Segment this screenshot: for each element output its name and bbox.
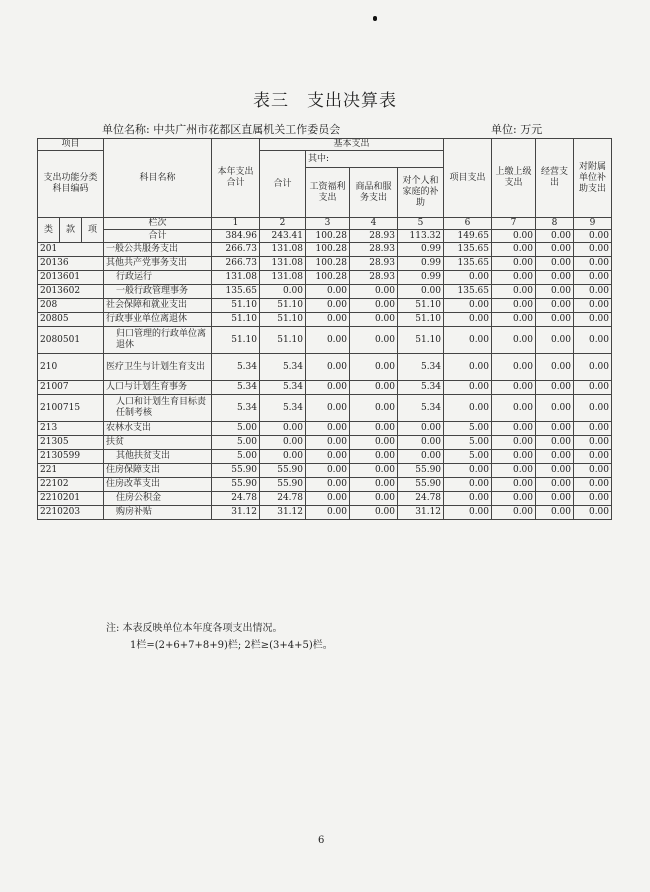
row-code: 21007 — [38, 381, 104, 395]
col-number: 8 — [536, 218, 574, 230]
row-code: 2210203 — [38, 506, 104, 520]
row-value-cell: 0.00 — [574, 327, 612, 354]
row-value-cell: 5.34 — [398, 354, 444, 381]
table-row — [38, 395, 612, 422]
table-row — [38, 478, 612, 492]
row-value-cell: 0.00 — [574, 464, 612, 478]
col-number: 2 — [260, 218, 306, 230]
row-value-cell: 0.00 — [492, 313, 536, 327]
header-subject-name: 科目名称 — [104, 139, 212, 218]
row-value-cell: 0.00 — [260, 422, 306, 436]
row-value-cell: 0.00 — [536, 395, 574, 422]
header-col-label: 栏次 — [104, 218, 212, 230]
table-row — [38, 271, 612, 285]
row-value-cell: 135.65 — [444, 243, 492, 257]
row-value-cell: 266.73 — [212, 257, 260, 271]
row-value-cell: 0.00 — [536, 464, 574, 478]
row-value-cell: 135.65 — [444, 257, 492, 271]
row-value-cell: 0.00 — [444, 478, 492, 492]
row-value-cell: 0.00 — [444, 464, 492, 478]
total-cell: 0.00 — [574, 230, 612, 243]
row-value-cell: 28.93 — [350, 271, 398, 285]
page-title: 表三 支出决算表 — [253, 91, 397, 111]
row-value-cell: 51.10 — [260, 327, 306, 354]
header-basic: 基本支出 — [260, 139, 444, 151]
row-value-cell: 100.28 — [306, 257, 350, 271]
expenditure-table — [37, 138, 612, 520]
row-value-cell: 0.00 — [306, 450, 350, 464]
row-subject-name: 其他扶贫支出 — [104, 450, 212, 464]
row-value-cell: 0.00 — [574, 313, 612, 327]
row-value-cell: 0.00 — [536, 257, 574, 271]
table-row — [38, 313, 612, 327]
row-code: 208 — [38, 299, 104, 313]
row-subject-name: 住房保障支出 — [104, 464, 212, 478]
row-value-cell: 0.00 — [536, 492, 574, 506]
row-value-cell: 0.00 — [492, 492, 536, 506]
row-value-cell: 5.00 — [212, 450, 260, 464]
row-value-cell: 100.28 — [306, 243, 350, 257]
row-value-cell: 51.10 — [260, 299, 306, 313]
row-subject-name: 人口与计划生育事务 — [104, 381, 212, 395]
row-value-cell: 5.34 — [212, 354, 260, 381]
row-value-cell: 0.00 — [492, 395, 536, 422]
row-value-cell: 0.00 — [306, 327, 350, 354]
header-salary: 工资福利支出 — [306, 168, 350, 218]
row-value-cell: 55.90 — [260, 478, 306, 492]
row-code: 213 — [38, 422, 104, 436]
row-value-cell: 0.00 — [536, 506, 574, 520]
row-value-cell: 0.00 — [306, 299, 350, 313]
row-value-cell: 0.00 — [444, 271, 492, 285]
row-value-cell: 0.99 — [398, 257, 444, 271]
row-value-cell: 0.00 — [444, 492, 492, 506]
row-value-cell: 0.00 — [536, 354, 574, 381]
row-value-cell: 0.00 — [306, 478, 350, 492]
total-cell: 0.00 — [492, 230, 536, 243]
note-line-2: 1栏=(2+6+7+8+9)栏; 2栏≥(3+4+5)栏。 — [130, 640, 333, 651]
row-value-cell: 0.00 — [350, 464, 398, 478]
row-value-cell: 51.10 — [398, 313, 444, 327]
row-value-cell: 0.00 — [444, 313, 492, 327]
row-value-cell: 0.00 — [574, 506, 612, 520]
table-row — [38, 436, 612, 450]
row-value-cell: 0.00 — [260, 450, 306, 464]
table-row — [38, 450, 612, 464]
row-subject-name: 扶贫 — [104, 436, 212, 450]
row-value-cell: 0.00 — [536, 436, 574, 450]
table-row — [38, 422, 612, 436]
table-row — [38, 492, 612, 506]
row-subject-name: 农林水支出 — [104, 422, 212, 436]
header-lei: 类 — [38, 218, 60, 243]
row-value-cell: 5.00 — [444, 450, 492, 464]
row-value-cell: 0.00 — [536, 299, 574, 313]
row-value-cell: 131.08 — [260, 257, 306, 271]
row-value-cell: 0.00 — [350, 422, 398, 436]
row-value-cell: 5.34 — [260, 381, 306, 395]
row-code: 210 — [38, 354, 104, 381]
row-value-cell: 31.12 — [212, 506, 260, 520]
row-value-cell: 0.00 — [536, 285, 574, 299]
row-value-cell: 5.34 — [398, 395, 444, 422]
row-value-cell: 5.00 — [444, 422, 492, 436]
col-number: 3 — [306, 218, 350, 230]
row-subject-name: 其他共产党事务支出 — [104, 257, 212, 271]
row-value-cell: 51.10 — [398, 299, 444, 313]
row-value-cell: 0.00 — [444, 327, 492, 354]
row-value-cell: 0.00 — [574, 271, 612, 285]
row-value-cell: 0.00 — [574, 381, 612, 395]
row-value-cell: 51.10 — [212, 299, 260, 313]
row-value-cell: 0.00 — [536, 243, 574, 257]
total-cell: 149.65 — [444, 230, 492, 243]
row-value-cell: 5.34 — [212, 395, 260, 422]
header-xiang: 项 — [82, 218, 104, 243]
unit-name: 单位名称: 中共广州市花都区直属机关工作委员会 — [102, 123, 341, 136]
row-value-cell: 0.99 — [398, 243, 444, 257]
row-value-cell: 0.00 — [492, 464, 536, 478]
total-row — [38, 230, 612, 243]
row-subject-name: 一般公共服务支出 — [104, 243, 212, 257]
row-value-cell: 0.00 — [536, 422, 574, 436]
row-value-cell: 5.00 — [212, 436, 260, 450]
row-value-cell: 0.00 — [492, 450, 536, 464]
row-value-cell: 51.10 — [260, 313, 306, 327]
page-number: 6 — [318, 835, 325, 846]
header-operating: 经营支出 — [536, 139, 574, 218]
col-number: 1 — [212, 218, 260, 230]
row-value-cell: 0.00 — [536, 381, 574, 395]
row-value-cell: 0.00 — [492, 422, 536, 436]
row-subject-name: 一般行政管理事务 — [104, 285, 212, 299]
row-value-cell: 0.00 — [306, 492, 350, 506]
header-total: 本年支出合计 — [212, 139, 260, 218]
total-cell: 0.00 — [536, 230, 574, 243]
row-value-cell: 55.90 — [398, 478, 444, 492]
row-value-cell: 0.00 — [536, 313, 574, 327]
header-func-code: 支出功能分类科目编码 — [38, 151, 104, 218]
table-row — [38, 506, 612, 520]
header-basic-sum: 合计 — [260, 151, 306, 218]
row-value-cell: 266.73 — [212, 243, 260, 257]
row-value-cell: 0.00 — [398, 285, 444, 299]
row-code: 20805 — [38, 313, 104, 327]
row-value-cell: 0.00 — [306, 436, 350, 450]
row-value-cell: 0.00 — [350, 492, 398, 506]
row-value-cell: 55.90 — [212, 478, 260, 492]
row-code: 21305 — [38, 436, 104, 450]
row-subject-name: 住房改革支出 — [104, 478, 212, 492]
ink-mark — [373, 16, 377, 21]
row-value-cell: 5.34 — [212, 381, 260, 395]
row-value-cell: 0.00 — [574, 299, 612, 313]
row-value-cell: 24.78 — [260, 492, 306, 506]
table-row — [38, 327, 612, 354]
row-value-cell: 0.00 — [398, 422, 444, 436]
row-value-cell: 0.00 — [444, 506, 492, 520]
total-label: 合计 — [104, 230, 212, 243]
note-line-1: 注: 本表反映单位本年度各项支出情况。 — [106, 623, 283, 634]
row-code: 20136 — [38, 257, 104, 271]
row-value-cell: 0.00 — [306, 285, 350, 299]
row-value-cell: 0.00 — [492, 381, 536, 395]
row-subject-name: 行政事业单位离退休 — [104, 313, 212, 327]
row-value-cell: 31.12 — [260, 506, 306, 520]
total-cell: 384.96 — [212, 230, 260, 243]
row-value-cell: 0.00 — [350, 436, 398, 450]
row-value-cell: 135.65 — [212, 285, 260, 299]
row-code: 2013601 — [38, 271, 104, 285]
row-value-cell: 0.00 — [398, 450, 444, 464]
row-value-cell: 0.00 — [536, 271, 574, 285]
row-code: 2080501 — [38, 327, 104, 354]
col-number: 5 — [398, 218, 444, 230]
row-value-cell: 0.00 — [492, 354, 536, 381]
row-value-cell: 131.08 — [260, 271, 306, 285]
row-code: 2210201 — [38, 492, 104, 506]
row-value-cell: 0.00 — [574, 478, 612, 492]
row-value-cell: 135.65 — [444, 285, 492, 299]
row-value-cell: 0.00 — [574, 257, 612, 271]
row-value-cell: 0.00 — [492, 243, 536, 257]
row-value-cell: 0.00 — [574, 243, 612, 257]
row-value-cell: 0.00 — [350, 450, 398, 464]
table-row — [38, 354, 612, 381]
row-value-cell: 0.00 — [350, 327, 398, 354]
row-value-cell: 5.00 — [444, 436, 492, 450]
table-row — [38, 299, 612, 313]
row-value-cell: 0.00 — [350, 285, 398, 299]
row-value-cell: 0.00 — [350, 381, 398, 395]
row-value-cell: 0.00 — [574, 285, 612, 299]
row-code: 221 — [38, 464, 104, 478]
row-value-cell: 0.00 — [492, 478, 536, 492]
row-value-cell: 0.00 — [574, 450, 612, 464]
row-value-cell: 0.00 — [492, 299, 536, 313]
table-row — [38, 243, 612, 257]
table-row — [38, 257, 612, 271]
row-value-cell: 0.00 — [444, 381, 492, 395]
row-value-cell: 0.00 — [306, 464, 350, 478]
row-value-cell: 55.90 — [212, 464, 260, 478]
col-number: 7 — [492, 218, 536, 230]
row-value-cell: 28.93 — [350, 243, 398, 257]
header-project: 项目支出 — [444, 139, 492, 218]
header-among: 其中: — [306, 151, 444, 168]
row-value-cell: 0.00 — [492, 285, 536, 299]
row-value-cell: 0.00 — [306, 395, 350, 422]
col-number: 6 — [444, 218, 492, 230]
row-subject-name: 人口和计划生育目标责任制考核 — [104, 395, 212, 422]
row-value-cell: 28.93 — [350, 257, 398, 271]
unit-money: 单位: 万元 — [491, 123, 543, 136]
row-value-cell: 51.10 — [212, 313, 260, 327]
row-subject-name: 社会保障和就业支出 — [104, 299, 212, 313]
table-row — [38, 381, 612, 395]
header-item: 项目 — [38, 139, 104, 151]
row-value-cell: 51.10 — [212, 327, 260, 354]
row-value-cell: 0.99 — [398, 271, 444, 285]
total-cell: 243.41 — [260, 230, 306, 243]
row-code: 22102 — [38, 478, 104, 492]
row-subject-name: 行政运行 — [104, 271, 212, 285]
row-value-cell: 0.00 — [536, 327, 574, 354]
row-value-cell: 31.12 — [398, 506, 444, 520]
row-value-cell: 0.00 — [492, 257, 536, 271]
row-value-cell: 0.00 — [492, 436, 536, 450]
row-value-cell: 0.00 — [306, 354, 350, 381]
row-value-cell: 0.00 — [350, 478, 398, 492]
table-row — [38, 285, 612, 299]
row-value-cell: 0.00 — [306, 422, 350, 436]
col-number: 4 — [350, 218, 398, 230]
row-value-cell: 0.00 — [574, 422, 612, 436]
row-value-cell: 0.00 — [574, 354, 612, 381]
header-upper: 上缴上级支出 — [492, 139, 536, 218]
row-value-cell: 24.78 — [398, 492, 444, 506]
row-value-cell: 0.00 — [306, 381, 350, 395]
row-value-cell: 55.90 — [260, 464, 306, 478]
row-subject-name: 归口管理的行政单位离退休 — [104, 327, 212, 354]
header-goods: 商品和服务支出 — [350, 168, 398, 218]
row-value-cell: 0.00 — [350, 395, 398, 422]
row-code: 2130599 — [38, 450, 104, 464]
row-value-cell: 0.00 — [398, 436, 444, 450]
table-row — [38, 464, 612, 478]
total-cell: 100.28 — [306, 230, 350, 243]
row-code: 2100715 — [38, 395, 104, 422]
row-value-cell: 55.90 — [398, 464, 444, 478]
row-subject-name: 购房补贴 — [104, 506, 212, 520]
header-kuan: 款 — [60, 218, 82, 243]
row-value-cell: 0.00 — [574, 395, 612, 422]
header-subsidy: 对附属单位补助支出 — [574, 139, 612, 218]
row-value-cell: 0.00 — [492, 327, 536, 354]
row-value-cell: 0.00 — [350, 313, 398, 327]
row-value-cell: 0.00 — [536, 450, 574, 464]
row-value-cell: 0.00 — [350, 299, 398, 313]
row-value-cell: 0.00 — [492, 271, 536, 285]
row-value-cell: 131.08 — [260, 243, 306, 257]
row-value-cell: 24.78 — [212, 492, 260, 506]
row-value-cell: 100.28 — [306, 271, 350, 285]
row-subject-name: 医疗卫生与计划生育支出 — [104, 354, 212, 381]
row-value-cell: 5.34 — [260, 395, 306, 422]
row-value-cell: 0.00 — [574, 436, 612, 450]
row-value-cell: 51.10 — [398, 327, 444, 354]
row-value-cell: 0.00 — [260, 436, 306, 450]
row-value-cell: 0.00 — [306, 506, 350, 520]
header-personal: 对个人和家庭的补助 — [398, 168, 444, 218]
row-code: 201 — [38, 243, 104, 257]
row-value-cell: 5.34 — [398, 381, 444, 395]
row-subject-name: 住房公积金 — [104, 492, 212, 506]
total-cell: 28.93 — [350, 230, 398, 243]
total-cell: 113.32 — [398, 230, 444, 243]
row-value-cell: 0.00 — [260, 285, 306, 299]
col-number: 9 — [574, 218, 612, 230]
row-value-cell: 0.00 — [536, 478, 574, 492]
row-value-cell: 0.00 — [444, 354, 492, 381]
row-value-cell: 0.00 — [350, 354, 398, 381]
row-value-cell: 5.00 — [212, 422, 260, 436]
row-value-cell: 0.00 — [574, 492, 612, 506]
row-value-cell: 0.00 — [306, 313, 350, 327]
row-value-cell: 5.34 — [260, 354, 306, 381]
row-value-cell: 0.00 — [492, 506, 536, 520]
row-code: 2013602 — [38, 285, 104, 299]
row-value-cell: 0.00 — [444, 395, 492, 422]
row-value-cell: 0.00 — [350, 506, 398, 520]
row-value-cell: 0.00 — [444, 299, 492, 313]
row-value-cell: 131.08 — [212, 271, 260, 285]
